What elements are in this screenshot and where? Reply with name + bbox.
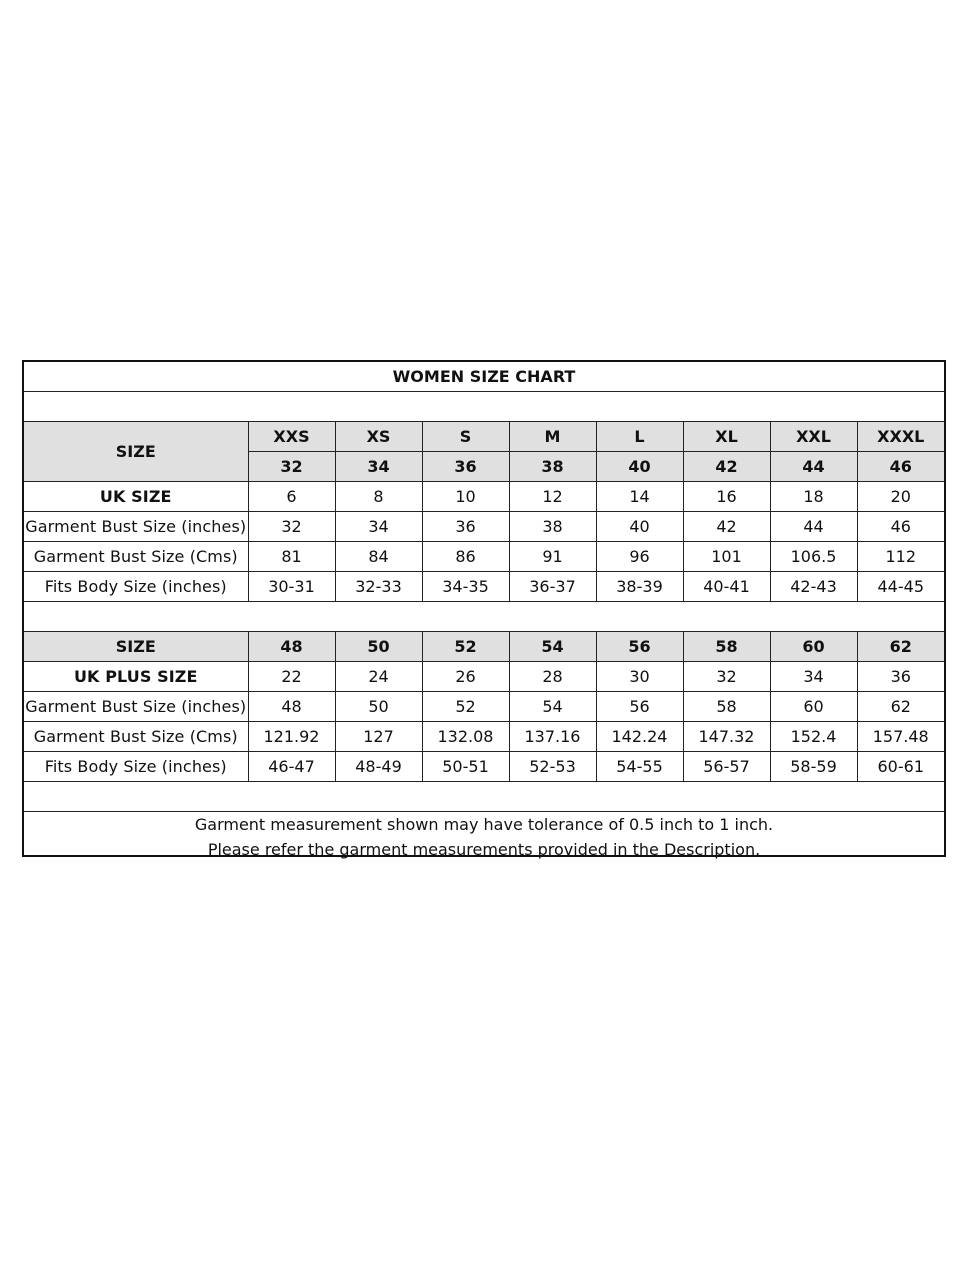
value-cell: 96 <box>596 542 683 572</box>
value-cell: 132.08 <box>422 722 509 752</box>
plus-row-label: Garment Bust Size (Cms) <box>24 722 248 752</box>
value-cell: 152.4 <box>770 722 857 752</box>
footer-spacer-row <box>24 782 944 812</box>
plus-size-label: SIZE <box>24 632 248 662</box>
table-row <box>24 752 944 782</box>
footer-row <box>24 812 944 863</box>
size-letter-cell: L <box>596 422 683 452</box>
size-number-cell: 42 <box>683 452 770 482</box>
value-cell: 142.24 <box>596 722 683 752</box>
value-cell: 38-39 <box>596 572 683 602</box>
section-spacer-row <box>24 602 944 632</box>
value-cell: 86 <box>422 542 509 572</box>
value-cell: 24 <box>335 662 422 692</box>
size-number-cell: 36 <box>422 452 509 482</box>
value-cell: 22 <box>248 662 335 692</box>
value-cell: 56 <box>596 692 683 722</box>
value-cell: 121.92 <box>248 722 335 752</box>
value-cell: 40-41 <box>683 572 770 602</box>
value-cell: 112 <box>857 542 944 572</box>
value-cell: 44-45 <box>857 572 944 602</box>
size-letter-cell: XS <box>335 422 422 452</box>
value-cell: 32 <box>248 512 335 542</box>
plus-size-number-cell: 60 <box>770 632 857 662</box>
value-cell: 101 <box>683 542 770 572</box>
regular-size-label: SIZE <box>24 422 248 482</box>
spacer-row <box>24 392 944 422</box>
value-cell: 56-57 <box>683 752 770 782</box>
value-cell: 18 <box>770 482 857 512</box>
size-chart <box>22 360 946 857</box>
value-cell: 157.48 <box>857 722 944 752</box>
value-cell: 50 <box>335 692 422 722</box>
regular-size-letters-row <box>24 422 944 452</box>
size-number-cell: 38 <box>509 452 596 482</box>
plus-size-numbers-row <box>24 632 944 662</box>
value-cell: 38 <box>509 512 596 542</box>
value-cell: 44 <box>770 512 857 542</box>
size-letter-cell: XL <box>683 422 770 452</box>
value-cell: 26 <box>422 662 509 692</box>
value-cell: 12 <box>509 482 596 512</box>
value-cell: 32-33 <box>335 572 422 602</box>
value-cell: 36-37 <box>509 572 596 602</box>
plus-row-label: UK PLUS SIZE <box>24 662 248 692</box>
size-number-cell: 44 <box>770 452 857 482</box>
value-cell: 137.16 <box>509 722 596 752</box>
value-cell: 60-61 <box>857 752 944 782</box>
table-row <box>24 692 944 722</box>
plus-row-label: Garment Bust Size (inches) <box>24 692 248 722</box>
footer-line-2: Please refer the garment measurements provided in the Description. <box>207 840 761 859</box>
table-row <box>24 512 944 542</box>
value-cell: 127 <box>335 722 422 752</box>
value-cell: 46-47 <box>248 752 335 782</box>
size-letter-cell: M <box>509 422 596 452</box>
value-cell: 48 <box>248 692 335 722</box>
value-cell: 58 <box>683 692 770 722</box>
table-row <box>24 722 944 752</box>
size-letter-cell: XXS <box>248 422 335 452</box>
value-cell: 34 <box>335 512 422 542</box>
value-cell: 84 <box>335 542 422 572</box>
value-cell: 62 <box>857 692 944 722</box>
title-row <box>24 362 944 392</box>
table-row <box>24 542 944 572</box>
size-number-cell: 40 <box>596 452 683 482</box>
regular-row-label: Garment Bust Size (inches) <box>24 512 248 542</box>
size-chart-body <box>24 362 944 862</box>
value-cell: 54-55 <box>596 752 683 782</box>
value-cell: 52-53 <box>509 752 596 782</box>
value-cell: 52 <box>422 692 509 722</box>
value-cell: 42 <box>683 512 770 542</box>
table-row <box>24 662 944 692</box>
size-letter-cell: S <box>422 422 509 452</box>
value-cell: 8 <box>335 482 422 512</box>
value-cell: 46 <box>857 512 944 542</box>
value-cell: 36 <box>422 512 509 542</box>
chart-title: WOMEN SIZE CHART <box>24 362 944 392</box>
value-cell: 40 <box>596 512 683 542</box>
value-cell: 106.5 <box>770 542 857 572</box>
footer-spacer-cell <box>24 782 944 812</box>
table-row <box>24 482 944 512</box>
regular-row-label: UK SIZE <box>24 482 248 512</box>
value-cell: 6 <box>248 482 335 512</box>
size-number-cell: 32 <box>248 452 335 482</box>
value-cell: 36 <box>857 662 944 692</box>
value-cell: 60 <box>770 692 857 722</box>
size-chart-table <box>24 362 944 862</box>
size-letter-cell: XXL <box>770 422 857 452</box>
value-cell: 28 <box>509 662 596 692</box>
size-letter-cell: XXXL <box>857 422 944 452</box>
footer-note <box>24 812 944 863</box>
value-cell: 48-49 <box>335 752 422 782</box>
value-cell: 30-31 <box>248 572 335 602</box>
section-spacer-cell <box>24 602 944 632</box>
plus-size-number-cell: 48 <box>248 632 335 662</box>
value-cell: 34-35 <box>422 572 509 602</box>
value-cell: 58-59 <box>770 752 857 782</box>
value-cell: 20 <box>857 482 944 512</box>
value-cell: 16 <box>683 482 770 512</box>
value-cell: 32 <box>683 662 770 692</box>
value-cell: 30 <box>596 662 683 692</box>
value-cell: 34 <box>770 662 857 692</box>
plus-size-number-cell: 58 <box>683 632 770 662</box>
size-number-cell: 46 <box>857 452 944 482</box>
regular-row-label: Garment Bust Size (Cms) <box>24 542 248 572</box>
plus-size-number-cell: 50 <box>335 632 422 662</box>
plus-size-number-cell: 54 <box>509 632 596 662</box>
plus-size-number-cell: 52 <box>422 632 509 662</box>
value-cell: 14 <box>596 482 683 512</box>
value-cell: 81 <box>248 542 335 572</box>
size-number-cell: 34 <box>335 452 422 482</box>
value-cell: 54 <box>509 692 596 722</box>
value-cell: 91 <box>509 542 596 572</box>
plus-size-number-cell: 56 <box>596 632 683 662</box>
value-cell: 42-43 <box>770 572 857 602</box>
table-row <box>24 572 944 602</box>
regular-row-label: Fits Body Size (inches) <box>24 572 248 602</box>
spacer-cell <box>24 392 944 422</box>
value-cell: 50-51 <box>422 752 509 782</box>
value-cell: 147.32 <box>683 722 770 752</box>
value-cell: 10 <box>422 482 509 512</box>
footer-line-1: Garment measurement shown may have tolerance of 0.5 inch to 1 inch. <box>194 815 774 834</box>
plus-size-number-cell: 62 <box>857 632 944 662</box>
plus-row-label: Fits Body Size (inches) <box>24 752 248 782</box>
